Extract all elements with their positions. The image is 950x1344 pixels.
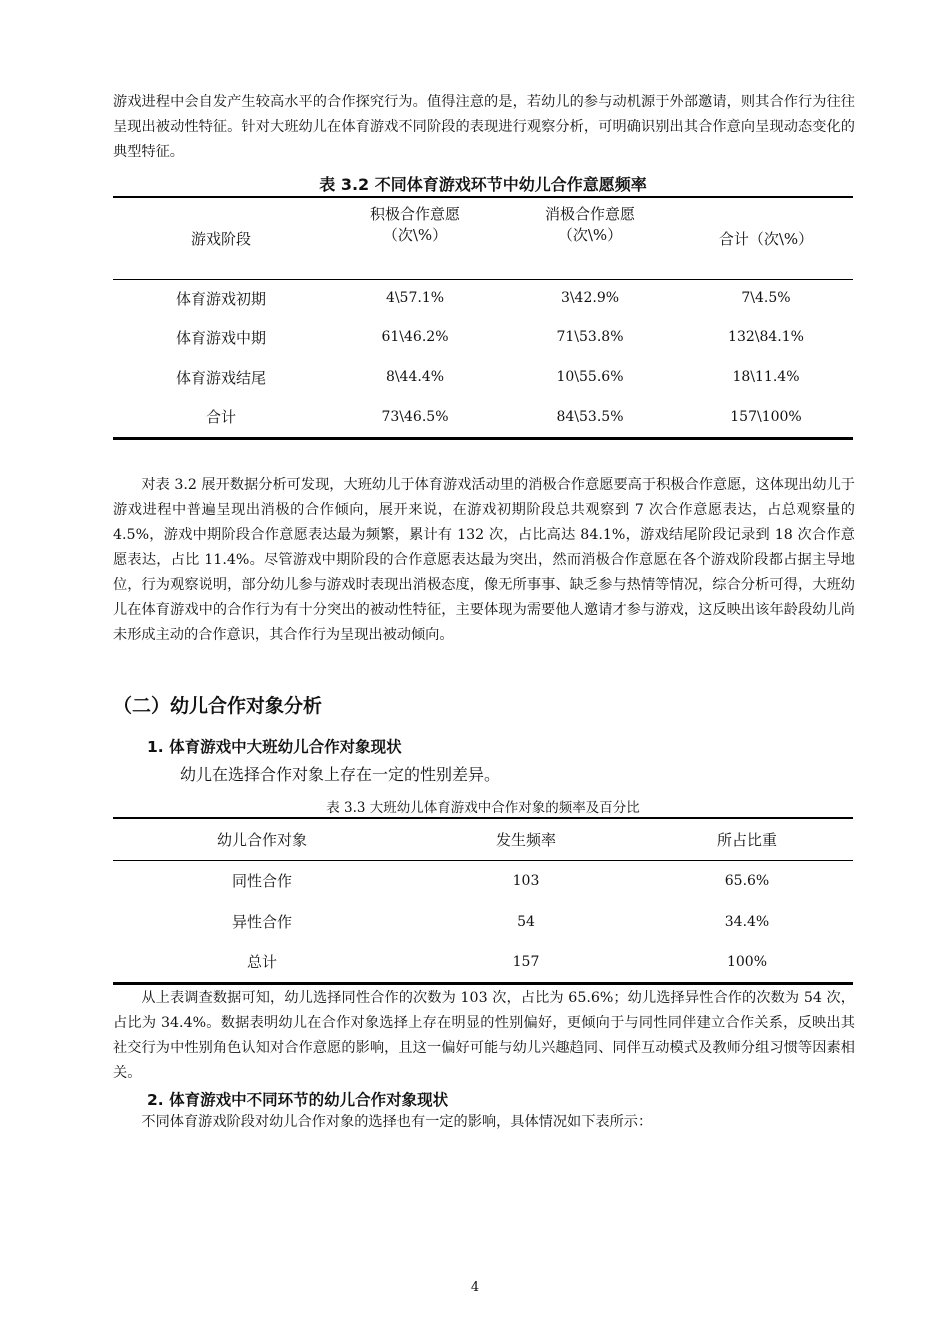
header-positive [329,197,501,279]
header-object: 幼儿合作对象 [113,818,411,860]
table-3-3 [113,817,853,985]
analysis-paragraph: 对表 3.2 展开数据分析可发现，大班幼儿于体育游戏活动里的消极合作意愿要高于积极合作意愿，这体现出幼儿于游戏进程中普遍呈现出消极的合作倾向，展开来说，在游戏初期阶段总共观察到 7 次合作意愿表达，占总观察量的 4.5%，游戏中期阶段合作意愿表达最为频繁，累计有 132 次，占比高达 84.1%，游戏结尾阶段记录到 18 次合作意愿表达，占比 11.4%。尽管游戏中期阶段的合作意愿表达最为突出，然而消极合作意愿在各个游戏阶段都占据主导地位，行为观察说明，部分幼儿参与游戏时表现出消极态度，像无所事事、缺乏参与热情等情况，综合分析可得，大班幼儿在体育游戏中的合作行为有十分突出的被动性特征，主要体现为需要他人邀请才参与游戏，这反映出该年龄段幼儿尚未形成主动的合作意识，其合作行为呈现出被动倾向。 [113,477,855,643]
intro-paragraph: 游戏进程中会自发产生较高水平的合作探究行为。值得注意的是，若幼儿的参与动机源于外部邀请，则其合作行为往往呈现出被动性特征。针对大班幼儿在体育游戏不同阶段的表现进行观察分析，可明确识别出其合作意向呈现动态变化的典型特征。 [113,94,855,160]
cell-negative: 10\55.6% [556,369,624,385]
cell-total: 132\84.1% [728,329,804,345]
table-header-row [113,197,853,279]
cell-ratio: 65.6% [724,872,770,889]
table-3-3-caption: 表 3.3 大班幼儿体育游戏中合作对象的频率及百分比 [326,800,640,816]
table-row [113,357,853,397]
header-negative-line1: 消极合作意愿 [544,205,635,223]
cell-object: 总计 [246,953,277,972]
cell-ratio: 100% [726,953,768,970]
cell-object: 异性合作 [231,913,292,931]
table-row [113,942,853,983]
cell-positive: 8\44.4% [385,369,445,385]
subsection-1-intro: 幼儿在选择合作对象上存在一定的性别差异。 [180,765,501,784]
cell-stage: 体育游戏中期 [175,328,266,347]
header-positive-line2: （次\%） [382,226,448,244]
section-heading: （二）幼儿合作对象分析 [113,695,323,717]
cell-negative: 71\53.8% [556,329,624,345]
cell-total: 18\11.4% [732,369,800,385]
cell-object: 同性合作 [231,872,292,891]
table-row [113,317,853,357]
table-row [113,901,853,942]
cell-negative: 84\53.5% [556,408,624,425]
subsection-1-heading: 1. 体育游戏中大班幼儿合作对象现状 [147,738,402,756]
subsection-2-intro: 不同体育游戏阶段对幼儿合作对象的选择也有一定的影响，具体情况如下表所示： [141,1114,653,1130]
cell-frequency: 54 [517,913,535,930]
table-row [113,397,853,438]
header-positive-line1: 积极合作意愿 [369,205,460,223]
header-negative [501,197,679,279]
subsection-2-heading: 2. 体育游戏中不同环节的幼儿合作对象现状 [147,1091,449,1109]
table-header-row [113,818,853,860]
cell-stage: 合计 [205,408,236,427]
cell-frequency: 103 [512,872,540,889]
cell-total: 157\100% [730,408,802,425]
table-3-2-caption: 表 3.2 不同体育游戏环节中幼儿合作意愿频率 [319,175,647,194]
page-number: 4 [470,1280,480,1295]
cell-stage: 体育游戏结尾 [175,368,266,387]
header-ratio: 所占比重 [641,818,853,860]
header-stage: 游戏阶段 [113,197,329,279]
table-row [113,860,853,901]
table-3-3-paragraph: 从上表调查数据可知，幼儿选择同性合作的次数为 103 次，占比为 65.6%；幼儿选择异性合作的次数为 54 次，占比为 34.4%。数据表明幼儿在合作对象选择上存在明显的性别偏好，更倾向于与同性同伴建立合作关系，反映出其社交行为中性别角色认知对合作意愿的影响，且这一偏好可能与幼儿兴趣趋同、同伴互动模式及教师分组习惯等因素相关。 [113,990,855,1081]
cell-positive: 73\46.5% [381,408,449,425]
cell-positive: 61\46.2% [381,329,449,345]
header-frequency: 发生频率 [411,818,641,860]
cell-total: 7\4.5% [741,290,791,307]
cell-negative: 3\42.9% [560,290,620,307]
cell-positive: 4\57.1% [385,290,445,307]
cell-frequency: 157 [512,953,540,970]
header-total: 合计（次\%） [679,197,853,279]
header-negative-line2: （次\%） [557,226,623,244]
cell-stage: 体育游戏初期 [175,289,266,308]
table-row [113,279,853,317]
table-3-2 [113,196,853,440]
cell-ratio: 34.4% [724,913,770,930]
